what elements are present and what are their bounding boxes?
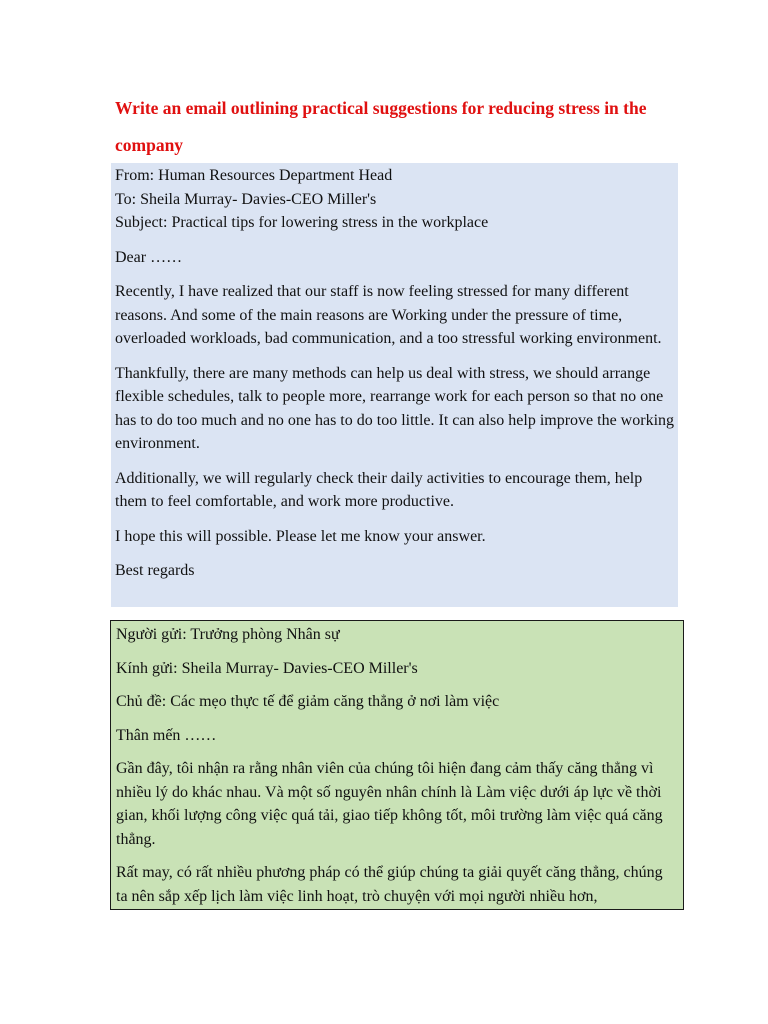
email-subject-line: Subject: Practical tips for lowering stress in the workplace — [115, 214, 489, 231]
email-paragraph-3: Additionally, we will regularly check their daily activities to encourage them, help them to feel comfortable, and work more productive. — [115, 469, 643, 510]
email-from-line: From: Human Resources Department Head — [115, 167, 393, 184]
english-email-box — [111, 163, 678, 607]
vi-email-subject-line: Chủ đề: Các mẹo thực tế để giảm căng thẳng ở nơi làm việc — [116, 693, 500, 710]
email-greeting: Dear …… — [115, 248, 183, 266]
email-to-line: To: Sheila Murray- Davies-CEO Miller's — [115, 190, 377, 208]
document-title: Write an email outlining practical suggestions for reducing stress in the company — [115, 98, 647, 155]
vi-email-paragraph-2: Rất may, có rất nhiều phương pháp có thể giúp chúng ta giải quyết căng thẳng, chúng ta nên sắp xếp lịch làm việc linh hoạt, trò chuyện với mọi người nhiều hơn, — [116, 864, 663, 905]
vi-email-to-line: Kính gửi: Sheila Murray- Davies-CEO Miller's — [116, 659, 418, 677]
vi-email-paragraph-1: Gần đây, tôi nhận ra rằng nhân viên của chúng tôi hiện đang cảm thấy căng thẳng vì nhiều lý do khác nhau. Và một số nguyên nhân chính là Làm việc dưới áp lực về thời gian, khối lượng công việc quá tải, giao tiếp không tốt, môi trường làm việc quá căng thẳng. — [116, 760, 663, 848]
vi-email-greeting: Thân mến …… — [116, 726, 217, 744]
email-closing: Best regards — [115, 562, 195, 579]
email-paragraph-2: Thankfully, there are many methods can help us deal with stress, we should arrange flexible schedules, talk to people more, rearrange work for each person so that no one has to do too much and no one has to do too little. It can also help improve the working environment. — [115, 364, 675, 452]
vi-email-from-line: Người gửi: Trưởng phòng Nhân sự — [116, 626, 340, 643]
vietnamese-email-box — [110, 620, 684, 910]
email-paragraph-1: Recently, I have realized that our staff is now feeling stressed for many different reasons. And some of the main reasons are Working under the pressure of time, overloaded workloads, bad communication, and a too stressful working environment. — [115, 283, 662, 347]
email-paragraph-4: I hope this will possible. Please let me know your answer. — [115, 527, 486, 545]
